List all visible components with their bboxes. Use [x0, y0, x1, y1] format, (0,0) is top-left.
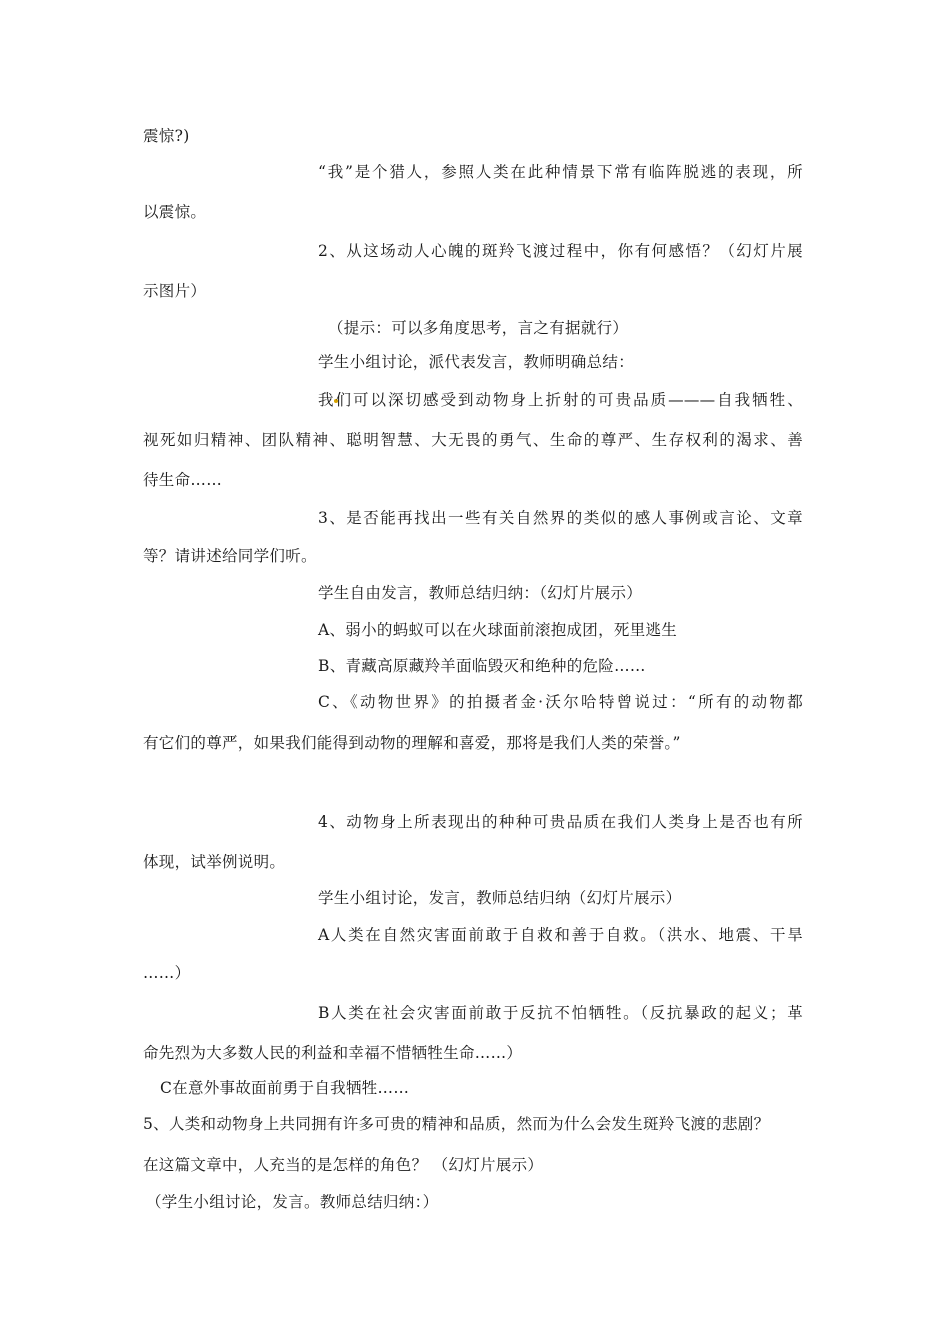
text-line: 等？请讲述给同学们听。	[143, 547, 317, 565]
text-line: 2、从这场动人心魄的斑羚飞渡过程中，你有何感悟？（幻灯片展	[318, 242, 803, 260]
text-line: ……）	[143, 964, 191, 982]
text-line: 视死如归精神、团队精神、聪明智慧、大无畏的勇气、生命的尊严、生存权利的渴求、善	[143, 431, 803, 449]
text-line: 3、是否能再找出一些有关自然界的类似的感人事例或言论、文章	[318, 509, 803, 527]
text-line: 在这篇文章中，人充当的是怎样的角色？ （幻灯片展示）	[143, 1156, 544, 1174]
text-line: C在意外事故面前勇于自我牺牲……	[160, 1079, 410, 1097]
text-line: 5、人类和动物身上共同拥有许多可贵的精神和品质，然而为什么会发生斑羚飞渡的悲剧？	[143, 1115, 770, 1133]
text-line: A、弱小的蚂蚁可以在火球面前滚抱成团，死里逃生	[318, 621, 678, 639]
hint-line: （提示：可以多角度思考，言之有据就行）	[328, 319, 629, 337]
text-line: 命先烈为大多数人民的利益和幸福不惜牺牲生命……）	[143, 1044, 523, 1062]
text-line: 待生命……	[143, 471, 223, 489]
text-line: （学生小组讨论，发言。教师总结归纳：）	[146, 1193, 439, 1211]
text-line: 震惊?)	[143, 127, 190, 145]
text-line: 学生小组讨论，派代表发言，教师明确总结：	[318, 353, 635, 371]
text-line: 示图片）	[143, 282, 207, 300]
text-line: 以震惊。	[143, 203, 207, 221]
text-line: B人类在社会灾害面前敢于反抗不怕牺牲。（反抗暴政的起义；革	[318, 1004, 803, 1022]
text-line: 我们可以深切感受到动物身上折射的可贵品质———自我牺牲、	[318, 391, 803, 409]
text-line: A人类在自然灾害面前敢于自救和善于自救。（洪水、地震、干旱	[318, 926, 803, 944]
text-line: 体现，试举例说明。	[143, 853, 286, 871]
text-line: 有它们的尊严，如果我们能得到动物的理解和喜爱，那将是我们人类的荣誉。”	[143, 734, 681, 752]
text-line: B、青藏高原藏羚羊面临毁灭和绝种的危险……	[318, 657, 646, 675]
text-line: 4、动物身上所表现出的种种可贵品质在我们人类身上是否也有所	[318, 813, 803, 831]
text-line: C、《动物世界》的拍摄者金·沃尔哈特曾说过：“所有的动物都	[318, 693, 803, 711]
text-line: 学生小组讨论，发言，教师总结归纳（幻灯片展示）	[318, 889, 682, 907]
text-line: 学生自由发言，教师总结归纳：（幻灯片展示）	[318, 584, 643, 602]
text-line: “我”是个猎人，参照人类在此种情景下常有临阵脱逃的表现，所	[318, 163, 803, 181]
